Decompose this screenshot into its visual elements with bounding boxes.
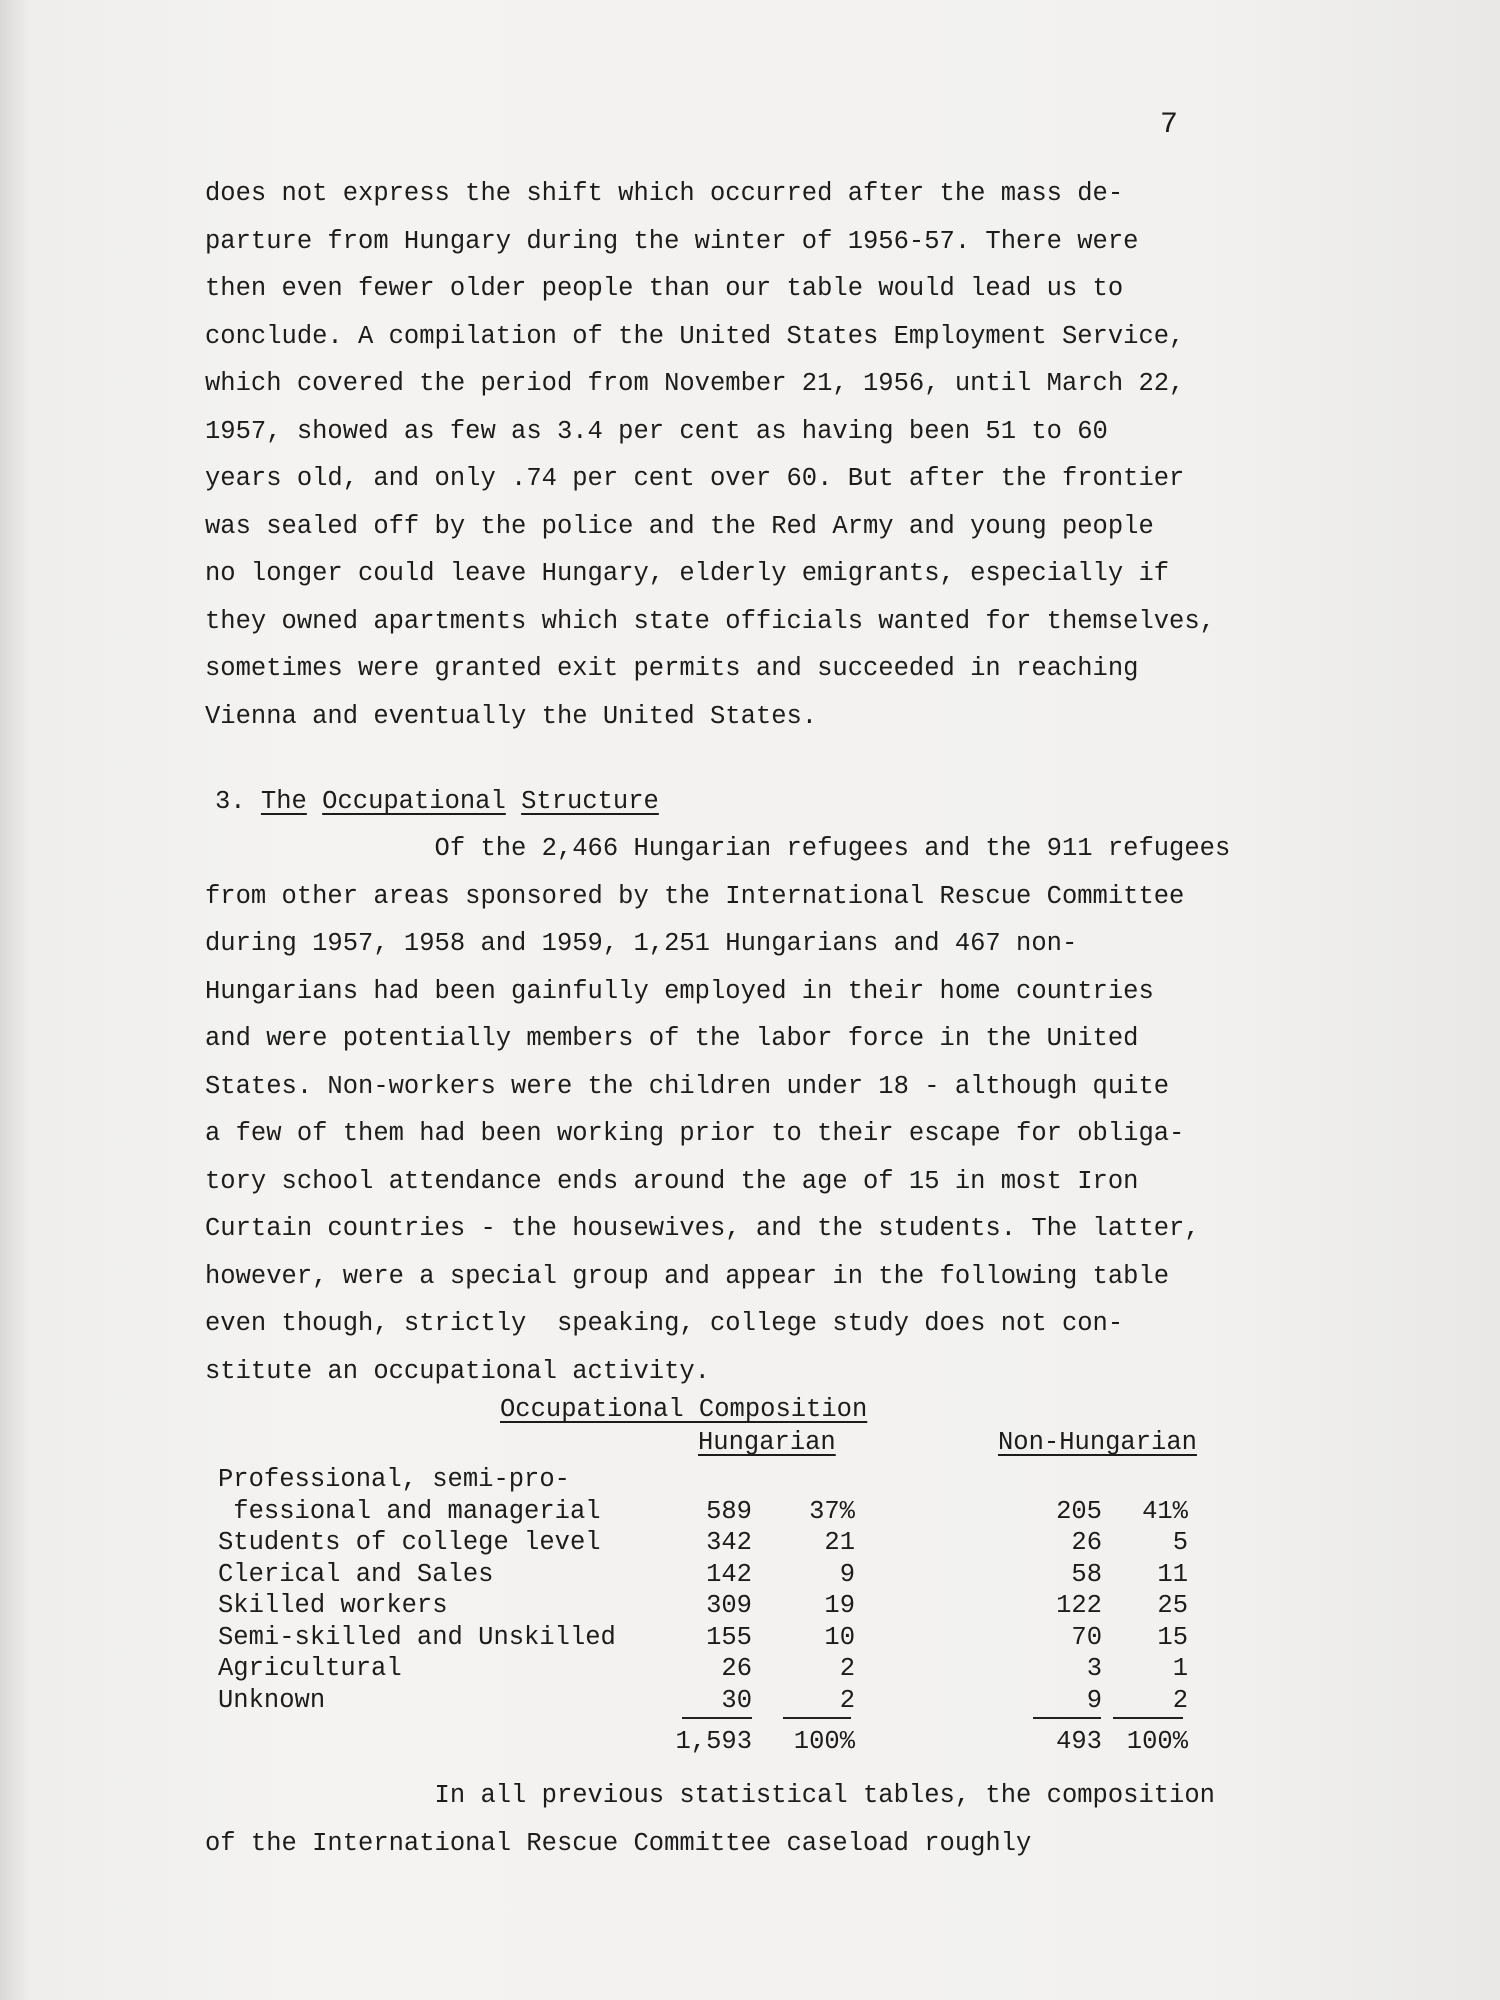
text-line: Vienna and eventually the United States.: [205, 701, 818, 731]
text-line: from other areas sponsored by the International Rescue Committee: [205, 881, 1185, 911]
table-row: [218, 1465, 1318, 1497]
hungarian-column-header: Hungarian: [698, 1428, 836, 1457]
table-row: [218, 1560, 1318, 1592]
table-row: [218, 1528, 1318, 1560]
hungarian-percent: 10: [824, 1622, 855, 1652]
text-line: then even fewer older people than our table would lead us to: [205, 274, 1124, 303]
text-line: States. Non-workers were the children under 18 - although quite: [205, 1071, 1170, 1101]
text-line: they owned apartments which state officials wanted for themselves,: [205, 606, 1215, 636]
section-number: 3.: [215, 787, 246, 816]
non-hungarian-count: 122: [1056, 1591, 1102, 1620]
hungarian-count: 155: [706, 1622, 752, 1652]
row-label: fessional and managerial: [218, 1496, 601, 1526]
non-hungarian-column-header: Non-Hungarian: [998, 1428, 1197, 1457]
sum-rule: [1033, 1717, 1101, 1719]
non-hungarian-count: 205: [1056, 1496, 1102, 1526]
hungarian-percent: 21: [824, 1528, 855, 1557]
text-line: In all previous statistical tables, the composition: [205, 1781, 1215, 1810]
text-line: no longer could leave Hungary, elderly emigrants, especially if: [205, 559, 1170, 588]
non-hungarian-percent: 5: [1172, 1528, 1188, 1557]
row-label: Skilled workers: [218, 1591, 448, 1620]
hungarian-count: 589: [706, 1496, 752, 1526]
table-title: Occupational Composition: [500, 1395, 868, 1424]
text-line: Hungarians had been gainfully employed in their home countries: [205, 976, 1154, 1006]
text-line: however, were a special group and appear in the following table: [205, 1261, 1170, 1291]
hungarian-percent: 2: [839, 1685, 855, 1715]
non-hungarian-total-count: 493: [1056, 1727, 1102, 1756]
non-hungarian-percent: 15: [1157, 1622, 1188, 1652]
non-hungarian-count: 26: [1071, 1528, 1102, 1557]
hungarian-count: 26: [721, 1654, 752, 1683]
text-line: parture from Hungary during the winter of 1956-57. There were: [205, 226, 1139, 256]
hungarian-total-count: 1,593: [675, 1727, 752, 1756]
text-line: Curtain countries - the housewives, and the students. The latter,: [205, 1214, 1200, 1243]
paragraph-3: [205, 1772, 1355, 1867]
non-hungarian-percent: 2: [1172, 1685, 1188, 1715]
text-line: even though, strictly speaking, college study does not con-: [205, 1309, 1124, 1338]
hungarian-percent: 19: [824, 1591, 855, 1620]
hungarian-total-pct: 100%: [793, 1727, 855, 1756]
text-line: sometimes were granted exit permits and succeeded in reaching: [205, 654, 1139, 683]
text-line: was sealed off by the police and the Red Army and young people: [205, 511, 1154, 541]
hungarian-count: 309: [706, 1591, 752, 1620]
non-hungarian-count: 58: [1071, 1559, 1102, 1589]
section-heading: [215, 787, 659, 816]
text-line: stitute an occupational activity.: [205, 1356, 710, 1386]
table-row: [218, 1686, 1318, 1718]
text-line: of the International Rescue Committee caseload roughly: [205, 1828, 1032, 1858]
row-label: Professional, semi-pro-: [218, 1465, 570, 1494]
table-row: [218, 1591, 1318, 1623]
hungarian-count: 30: [721, 1685, 752, 1715]
text-line: during 1957, 1958 and 1959, 1,251 Hungarians and 467 non-: [205, 929, 1078, 958]
page-number: 7: [1160, 108, 1179, 142]
row-label: Agricultural: [218, 1654, 402, 1683]
hungarian-count: 342: [706, 1528, 752, 1557]
text-line: and were potentially members of the labor force in the United: [205, 1024, 1139, 1053]
non-hungarian-percent: 1: [1172, 1654, 1188, 1683]
paragraph-1: [205, 170, 1355, 740]
non-hungarian-count: 3: [1086, 1654, 1102, 1683]
sum-rule: [682, 1717, 752, 1719]
non-hungarian-count: 9: [1086, 1685, 1102, 1715]
table-row: [218, 1623, 1318, 1655]
text-line: does not express the shift which occurred after the mass de-: [205, 179, 1124, 208]
text-line: conclude. A compilation of the United States Employment Service,: [205, 321, 1185, 351]
non-hungarian-count: 70: [1071, 1622, 1102, 1652]
text-line: a few of them had been working prior to their escape for obliga-: [205, 1119, 1185, 1148]
row-label: Clerical and Sales: [218, 1559, 494, 1589]
non-hungarian-percent: 11: [1157, 1559, 1188, 1589]
row-label: Unknown: [218, 1685, 326, 1715]
row-label: Semi-skilled and Unskilled: [218, 1622, 616, 1652]
section-title-word: Occupational: [322, 787, 506, 816]
row-label: Students of college level: [218, 1528, 601, 1557]
text-line: Of the 2,466 Hungarian refugees and the 911 refugees: [205, 834, 1231, 863]
section-title-word: The: [260, 787, 307, 816]
hungarian-percent: 2: [839, 1654, 855, 1683]
table-row: [218, 1497, 1318, 1529]
text-line: years old, and only .74 per cent over 60. But after the frontier: [205, 464, 1185, 493]
non-hungarian-total-pct: 100%: [1126, 1727, 1188, 1756]
non-hungarian-percent: 41%: [1142, 1496, 1188, 1526]
table-row: [218, 1654, 1318, 1686]
sum-rule: [783, 1717, 851, 1719]
text-line: tory school attendance ends around the age of 15 in most Iron: [205, 1166, 1139, 1196]
hungarian-percent: 37%: [809, 1496, 855, 1526]
sum-rule: [1113, 1717, 1183, 1719]
occupational-composition-table: [218, 1465, 1318, 1717]
hungarian-count: 142: [706, 1559, 752, 1589]
paragraph-2: [205, 825, 1355, 1395]
section-title-word: Structure: [521, 787, 659, 816]
text-line: 1957, showed as few as 3.4 per cent as having been 51 to 60: [205, 416, 1108, 446]
text-line: which covered the period from November 21, 1956, until March 22,: [205, 369, 1185, 398]
non-hungarian-percent: 25: [1157, 1591, 1188, 1620]
hungarian-percent: 9: [839, 1559, 855, 1589]
